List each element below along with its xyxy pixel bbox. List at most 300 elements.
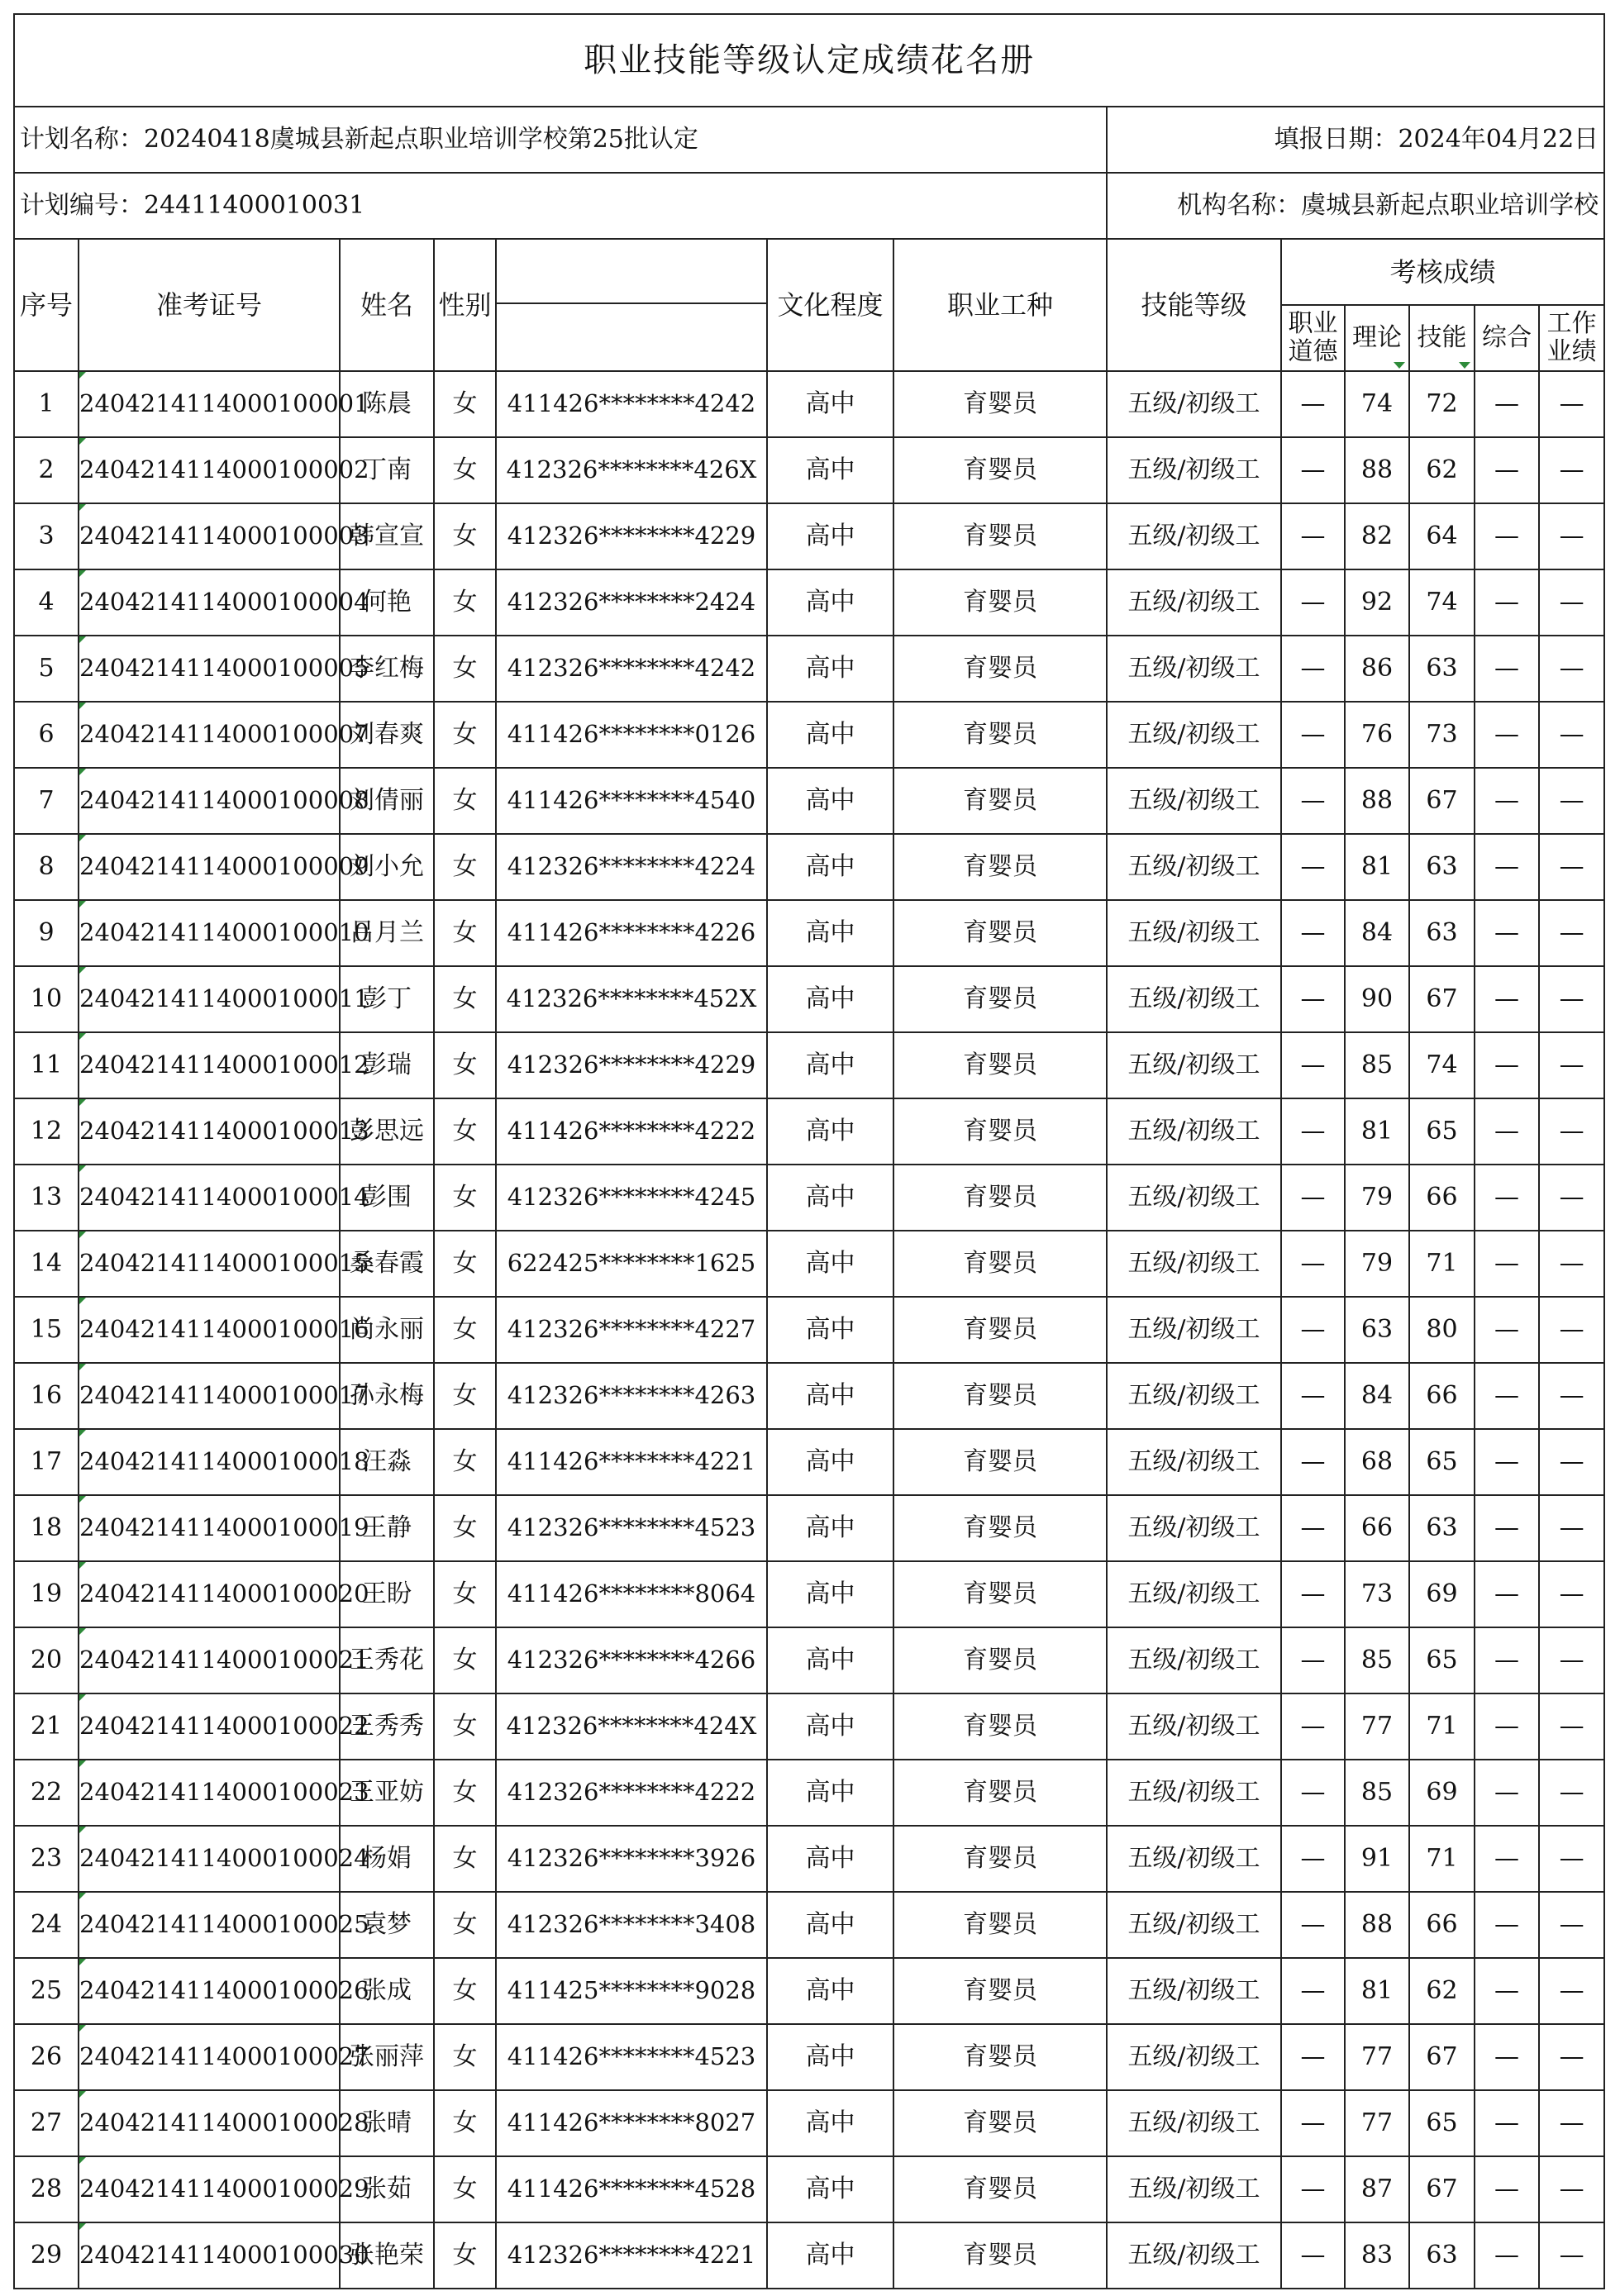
org-name: 机构名称：虞城县新起点职业培训学校 bbox=[1107, 173, 1604, 239]
cell-skill: 66 bbox=[1409, 1165, 1475, 1231]
cell-skill: 63 bbox=[1409, 2222, 1475, 2289]
cell-seq: 27 bbox=[14, 2090, 79, 2156]
cell-work: — bbox=[1539, 2090, 1604, 2156]
cell-comprehensive: — bbox=[1475, 702, 1539, 768]
table-row bbox=[14, 636, 1604, 702]
cell-theory: 79 bbox=[1345, 1165, 1409, 1231]
cell-theory: 84 bbox=[1345, 900, 1409, 966]
cell-comprehensive: — bbox=[1475, 1231, 1539, 1297]
table-row bbox=[14, 569, 1604, 636]
cell-comprehensive: — bbox=[1475, 1561, 1539, 1627]
cell-theory: 85 bbox=[1345, 1627, 1409, 1693]
table-row bbox=[14, 503, 1604, 569]
cell-occupation: 育婴员 bbox=[893, 834, 1107, 900]
cell-name: 吕月兰 bbox=[340, 900, 434, 966]
cell-level: 五级/初级工 bbox=[1107, 1760, 1281, 1826]
cell-education: 高中 bbox=[767, 2156, 893, 2222]
cell-theory: 79 bbox=[1345, 1231, 1409, 1297]
cell-skill: 63 bbox=[1409, 1495, 1475, 1561]
cell-theory: 92 bbox=[1345, 569, 1409, 636]
cell-seq: 4 bbox=[14, 569, 79, 636]
cell-level: 五级/初级工 bbox=[1107, 371, 1281, 437]
cell-skill: 62 bbox=[1409, 1958, 1475, 2024]
cell-ticket: 2404214114000100019 bbox=[79, 1495, 340, 1561]
cell-ticket: 2404214114000100008 bbox=[79, 768, 340, 834]
cell-ticket: 2404214114000100030 bbox=[79, 2222, 340, 2289]
cell-name: 王亚妨 bbox=[340, 1760, 434, 1826]
cell-id: 412326********4224 bbox=[496, 834, 767, 900]
cell-level: 五级/初级工 bbox=[1107, 2090, 1281, 2156]
cell-comprehensive: — bbox=[1475, 768, 1539, 834]
cell-work: — bbox=[1539, 2156, 1604, 2222]
cell-gender: 女 bbox=[434, 1495, 496, 1561]
cell-seq: 28 bbox=[14, 2156, 79, 2222]
cell-theory: 85 bbox=[1345, 1032, 1409, 1098]
cell-skill: 69 bbox=[1409, 1561, 1475, 1627]
cell-id: 411425********9028 bbox=[496, 1958, 767, 2024]
cell-level: 五级/初级工 bbox=[1107, 900, 1281, 966]
cell-comprehensive: — bbox=[1475, 966, 1539, 1032]
cell-gender: 女 bbox=[434, 702, 496, 768]
cell-seq: 14 bbox=[14, 1231, 79, 1297]
cell-level: 五级/初级工 bbox=[1107, 1165, 1281, 1231]
cell-seq: 21 bbox=[14, 1693, 79, 1760]
cell-comprehensive: — bbox=[1475, 569, 1539, 636]
cell-skill: 67 bbox=[1409, 768, 1475, 834]
cell-name: 王盼 bbox=[340, 1561, 434, 1627]
cell-theory: 68 bbox=[1345, 1429, 1409, 1495]
cell-level: 五级/初级工 bbox=[1107, 1826, 1281, 1892]
cell-id: 411426********4528 bbox=[496, 2156, 767, 2222]
cell-occupation: 育婴员 bbox=[893, 2090, 1107, 2156]
cell-ticket: 2404214114000100005 bbox=[79, 636, 340, 702]
cell-id: 411426********4242 bbox=[496, 371, 767, 437]
table-row bbox=[14, 1165, 1604, 1231]
cell-education: 高中 bbox=[767, 1693, 893, 1760]
cell-education: 高中 bbox=[767, 900, 893, 966]
cell-ethics: — bbox=[1281, 1892, 1345, 1958]
cell-skill: 66 bbox=[1409, 1892, 1475, 1958]
cell-theory: 86 bbox=[1345, 636, 1409, 702]
cell-education: 高中 bbox=[767, 1826, 893, 1892]
cell-level: 五级/初级工 bbox=[1107, 768, 1281, 834]
cell-id: 411426********4226 bbox=[496, 900, 767, 966]
cell-gender: 女 bbox=[434, 1561, 496, 1627]
cell-seq: 24 bbox=[14, 1892, 79, 1958]
cell-ethics: — bbox=[1281, 437, 1345, 503]
cell-education: 高中 bbox=[767, 1892, 893, 1958]
cell-occupation: 育婴员 bbox=[893, 371, 1107, 437]
cell-theory: 88 bbox=[1345, 437, 1409, 503]
cell-gender: 女 bbox=[434, 569, 496, 636]
header-ticket: 准考证号 bbox=[79, 239, 340, 371]
cell-gender: 女 bbox=[434, 1627, 496, 1693]
cell-comprehensive: — bbox=[1475, 834, 1539, 900]
cell-id: 412326********4229 bbox=[496, 1032, 767, 1098]
cell-ticket: 2404214114000100022 bbox=[79, 1693, 340, 1760]
cell-gender: 女 bbox=[434, 1760, 496, 1826]
header-level: 技能等级 bbox=[1107, 239, 1281, 371]
cell-work: — bbox=[1539, 2222, 1604, 2289]
cell-id: 412326********3926 bbox=[496, 1826, 767, 1892]
cell-skill: 74 bbox=[1409, 1032, 1475, 1098]
cell-level: 五级/初级工 bbox=[1107, 2222, 1281, 2289]
cell-ethics: — bbox=[1281, 1693, 1345, 1760]
cell-id: 411426********0126 bbox=[496, 702, 767, 768]
cell-work: — bbox=[1539, 966, 1604, 1032]
cell-skill: 73 bbox=[1409, 702, 1475, 768]
cell-id: 412326********2424 bbox=[496, 569, 767, 636]
cell-gender: 女 bbox=[434, 437, 496, 503]
cell-education: 高中 bbox=[767, 1297, 893, 1363]
cell-comprehensive: — bbox=[1475, 1297, 1539, 1363]
header-skill[interactable] bbox=[1409, 305, 1475, 371]
table-row bbox=[14, 966, 1604, 1032]
cell-name: 尚永丽 bbox=[340, 1297, 434, 1363]
cell-skill: 74 bbox=[1409, 569, 1475, 636]
roster-table bbox=[13, 13, 1605, 2289]
cell-education: 高中 bbox=[767, 569, 893, 636]
cell-level: 五级/初级工 bbox=[1107, 702, 1281, 768]
cell-gender: 女 bbox=[434, 371, 496, 437]
cell-id: 412326********426X bbox=[496, 437, 767, 503]
cell-theory: 85 bbox=[1345, 1760, 1409, 1826]
header-comprehensive: 综合 bbox=[1475, 305, 1539, 371]
cell-gender: 女 bbox=[434, 1892, 496, 1958]
cell-seq: 3 bbox=[14, 503, 79, 569]
cell-comprehensive: — bbox=[1475, 2156, 1539, 2222]
cell-occupation: 育婴员 bbox=[893, 1693, 1107, 1760]
cell-theory: 91 bbox=[1345, 1826, 1409, 1892]
cell-work: — bbox=[1539, 1098, 1604, 1165]
cell-comprehensive: — bbox=[1475, 900, 1539, 966]
cell-comprehensive: — bbox=[1475, 1429, 1539, 1495]
cell-seq: 16 bbox=[14, 1363, 79, 1429]
cell-occupation: 育婴员 bbox=[893, 1032, 1107, 1098]
cell-work: — bbox=[1539, 371, 1604, 437]
table-row bbox=[14, 2090, 1604, 2156]
cell-ticket: 2404214114000100018 bbox=[79, 1429, 340, 1495]
cell-ticket: 2404214114000100011 bbox=[79, 966, 340, 1032]
cell-skill: 65 bbox=[1409, 1098, 1475, 1165]
cell-work: — bbox=[1539, 900, 1604, 966]
cell-education: 高中 bbox=[767, 1561, 893, 1627]
cell-ethics: — bbox=[1281, 503, 1345, 569]
cell-ticket: 2404214114000100013 bbox=[79, 1098, 340, 1165]
cell-ethics: — bbox=[1281, 1032, 1345, 1098]
roster-rows bbox=[14, 371, 1604, 2289]
cell-work: — bbox=[1539, 636, 1604, 702]
cell-occupation: 育婴员 bbox=[893, 1231, 1107, 1297]
cell-occupation: 育婴员 bbox=[893, 1892, 1107, 1958]
cell-id: 411426********8064 bbox=[496, 1561, 767, 1627]
cell-education: 高中 bbox=[767, 371, 893, 437]
cell-level: 五级/初级工 bbox=[1107, 1363, 1281, 1429]
cell-ticket: 2404214114000100007 bbox=[79, 702, 340, 768]
cell-skill: 62 bbox=[1409, 437, 1475, 503]
cell-ethics: — bbox=[1281, 834, 1345, 900]
cell-education: 高中 bbox=[767, 1098, 893, 1165]
cell-theory: 90 bbox=[1345, 966, 1409, 1032]
cell-level: 五级/初级工 bbox=[1107, 1693, 1281, 1760]
table-row bbox=[14, 437, 1604, 503]
cell-skill: 67 bbox=[1409, 2156, 1475, 2222]
cell-work: — bbox=[1539, 1693, 1604, 1760]
cell-occupation: 育婴员 bbox=[893, 768, 1107, 834]
cell-name: 彭丁 bbox=[340, 966, 434, 1032]
cell-name: 张丽萍 bbox=[340, 2024, 434, 2090]
header-name: 姓名 bbox=[340, 239, 434, 371]
cell-id: 412326********4242 bbox=[496, 636, 767, 702]
cell-work: — bbox=[1539, 1561, 1604, 1627]
cell-occupation: 育婴员 bbox=[893, 1165, 1107, 1231]
table-row bbox=[14, 1429, 1604, 1495]
header-skill-label: 技能 bbox=[1417, 322, 1467, 352]
cell-occupation: 育婴员 bbox=[893, 2156, 1107, 2222]
cell-seq: 23 bbox=[14, 1826, 79, 1892]
cell-work: — bbox=[1539, 569, 1604, 636]
cell-id: 412326********4263 bbox=[496, 1363, 767, 1429]
cell-education: 高中 bbox=[767, 1231, 893, 1297]
header-seq: 序号 bbox=[14, 239, 79, 371]
cell-gender: 女 bbox=[434, 1693, 496, 1760]
cell-level: 五级/初级工 bbox=[1107, 437, 1281, 503]
cell-theory: 66 bbox=[1345, 1495, 1409, 1561]
cell-comprehensive: — bbox=[1475, 2222, 1539, 2289]
cell-ethics: — bbox=[1281, 1495, 1345, 1561]
cell-comprehensive: — bbox=[1475, 1165, 1539, 1231]
cell-gender: 女 bbox=[434, 1958, 496, 2024]
cell-ethics: — bbox=[1281, 1363, 1345, 1429]
cell-seq: 22 bbox=[14, 1760, 79, 1826]
table-row bbox=[14, 1231, 1604, 1297]
page-title: 职业技能等级认定成绩花名册 bbox=[14, 14, 1604, 107]
cell-work: — bbox=[1539, 1826, 1604, 1892]
cell-comprehensive: — bbox=[1475, 1958, 1539, 2024]
table-row bbox=[14, 2222, 1604, 2289]
cell-skill: 69 bbox=[1409, 1760, 1475, 1826]
cell-comprehensive: — bbox=[1475, 1098, 1539, 1165]
cell-name: 王静 bbox=[340, 1495, 434, 1561]
cell-skill: 71 bbox=[1409, 1693, 1475, 1760]
cell-theory: 77 bbox=[1345, 1693, 1409, 1760]
cell-theory: 88 bbox=[1345, 768, 1409, 834]
cell-ticket: 2404214114000100003 bbox=[79, 503, 340, 569]
cell-comprehensive: — bbox=[1475, 636, 1539, 702]
cell-education: 高中 bbox=[767, 834, 893, 900]
cell-education: 高中 bbox=[767, 2222, 893, 2289]
cell-ethics: — bbox=[1281, 1958, 1345, 2024]
cell-seq: 10 bbox=[14, 966, 79, 1032]
cell-skill: 72 bbox=[1409, 371, 1475, 437]
cell-name: 袁梦 bbox=[340, 1892, 434, 1958]
cell-theory: 77 bbox=[1345, 2090, 1409, 2156]
cell-ethics: — bbox=[1281, 966, 1345, 1032]
cell-gender: 女 bbox=[434, 2090, 496, 2156]
table-row bbox=[14, 1892, 1604, 1958]
cell-name: 张成 bbox=[340, 1958, 434, 2024]
cell-ethics: — bbox=[1281, 1627, 1345, 1693]
cell-theory: 74 bbox=[1345, 371, 1409, 437]
cell-level: 五级/初级工 bbox=[1107, 1958, 1281, 2024]
cell-comprehensive: — bbox=[1475, 1826, 1539, 1892]
cell-name: 汪淼 bbox=[340, 1429, 434, 1495]
cell-work: — bbox=[1539, 1363, 1604, 1429]
cell-level: 五级/初级工 bbox=[1107, 834, 1281, 900]
cell-seq: 6 bbox=[14, 702, 79, 768]
cell-theory: 88 bbox=[1345, 1892, 1409, 1958]
cell-id: 411426********4222 bbox=[496, 1098, 767, 1165]
filter-dropdown-icon[interactable] bbox=[1394, 362, 1405, 369]
cell-ticket: 2404214114000100023 bbox=[79, 1760, 340, 1826]
cell-occupation: 育婴员 bbox=[893, 2222, 1107, 2289]
cell-work: — bbox=[1539, 1429, 1604, 1495]
cell-occupation: 育婴员 bbox=[893, 1297, 1107, 1363]
cell-education: 高中 bbox=[767, 1760, 893, 1826]
cell-ticket: 2404214114000100021 bbox=[79, 1627, 340, 1693]
cell-skill: 80 bbox=[1409, 1297, 1475, 1363]
cell-skill: 67 bbox=[1409, 966, 1475, 1032]
cell-theory: 82 bbox=[1345, 503, 1409, 569]
cell-theory: 84 bbox=[1345, 1363, 1409, 1429]
cell-ticket: 2404214114000100024 bbox=[79, 1826, 340, 1892]
cell-skill: 67 bbox=[1409, 2024, 1475, 2090]
cell-level: 五级/初级工 bbox=[1107, 1627, 1281, 1693]
cell-level: 五级/初级工 bbox=[1107, 966, 1281, 1032]
cell-ethics: — bbox=[1281, 2222, 1345, 2289]
header-work: 工作业绩 bbox=[1539, 305, 1604, 371]
cell-occupation: 育婴员 bbox=[893, 1363, 1107, 1429]
cell-id: 412326********4222 bbox=[496, 1760, 767, 1826]
cell-ethics: — bbox=[1281, 702, 1345, 768]
table-row bbox=[14, 1958, 1604, 2024]
cell-gender: 女 bbox=[434, 1165, 496, 1231]
cell-gender: 女 bbox=[434, 2156, 496, 2222]
cell-education: 高中 bbox=[767, 1429, 893, 1495]
cell-occupation: 育婴员 bbox=[893, 1429, 1107, 1495]
table-row bbox=[14, 1363, 1604, 1429]
cell-name: 韩宣宣 bbox=[340, 503, 434, 569]
table-row bbox=[14, 900, 1604, 966]
cell-gender: 女 bbox=[434, 900, 496, 966]
cell-gender: 女 bbox=[434, 1826, 496, 1892]
cell-ethics: — bbox=[1281, 371, 1345, 437]
cell-theory: 73 bbox=[1345, 1561, 1409, 1627]
cell-id: 411426********8027 bbox=[496, 2090, 767, 2156]
cell-ethics: — bbox=[1281, 2024, 1345, 2090]
cell-ticket: 2404214114000100014 bbox=[79, 1165, 340, 1231]
cell-seq: 15 bbox=[14, 1297, 79, 1363]
header-theory-label: 理论 bbox=[1352, 322, 1402, 352]
cell-work: — bbox=[1539, 1892, 1604, 1958]
cell-seq: 2 bbox=[14, 437, 79, 503]
cell-education: 高中 bbox=[767, 1495, 893, 1561]
cell-work: — bbox=[1539, 702, 1604, 768]
cell-ticket: 2404214114000100020 bbox=[79, 1561, 340, 1627]
filter-dropdown-icon[interactable] bbox=[1459, 362, 1470, 369]
cell-theory: 81 bbox=[1345, 834, 1409, 900]
cell-name: 刘春爽 bbox=[340, 702, 434, 768]
cell-work: — bbox=[1539, 1165, 1604, 1231]
cell-ethics: — bbox=[1281, 2090, 1345, 2156]
cell-ethics: — bbox=[1281, 2156, 1345, 2222]
cell-occupation: 育婴员 bbox=[893, 1627, 1107, 1693]
cell-level: 五级/初级工 bbox=[1107, 636, 1281, 702]
cell-occupation: 育婴员 bbox=[893, 1561, 1107, 1627]
table-row bbox=[14, 1561, 1604, 1627]
cell-education: 高中 bbox=[767, 503, 893, 569]
cell-seq: 29 bbox=[14, 2222, 79, 2289]
cell-gender: 女 bbox=[434, 1098, 496, 1165]
cell-id: 412326********424X bbox=[496, 1693, 767, 1760]
cell-id: 411426********4523 bbox=[496, 2024, 767, 2090]
roster-sheet bbox=[13, 13, 1603, 2289]
cell-comprehensive: — bbox=[1475, 437, 1539, 503]
cell-occupation: 育婴员 bbox=[893, 569, 1107, 636]
cell-ethics: — bbox=[1281, 900, 1345, 966]
table-row bbox=[14, 768, 1604, 834]
cell-skill: 71 bbox=[1409, 1826, 1475, 1892]
cell-id: 622425********1625 bbox=[496, 1231, 767, 1297]
cell-comprehensive: — bbox=[1475, 1032, 1539, 1098]
cell-ticket: 2404214114000100012 bbox=[79, 1032, 340, 1098]
header-theory[interactable] bbox=[1345, 305, 1409, 371]
cell-id: 412326********4227 bbox=[496, 1297, 767, 1363]
cell-id: 412326********4266 bbox=[496, 1627, 767, 1693]
cell-ticket: 2404214114000100004 bbox=[79, 569, 340, 636]
cell-gender: 女 bbox=[434, 2222, 496, 2289]
cell-seq: 18 bbox=[14, 1495, 79, 1561]
cell-seq: 13 bbox=[14, 1165, 79, 1231]
table-row bbox=[14, 1693, 1604, 1760]
cell-seq: 7 bbox=[14, 768, 79, 834]
cell-name: 张茹 bbox=[340, 2156, 434, 2222]
cell-skill: 65 bbox=[1409, 2090, 1475, 2156]
cell-skill: 65 bbox=[1409, 1627, 1475, 1693]
cell-ethics: — bbox=[1281, 1826, 1345, 1892]
cell-comprehensive: — bbox=[1475, 1760, 1539, 1826]
cell-level: 五级/初级工 bbox=[1107, 2156, 1281, 2222]
cell-work: — bbox=[1539, 1297, 1604, 1363]
header-education: 文化程度 bbox=[767, 239, 893, 371]
cell-occupation: 育婴员 bbox=[893, 966, 1107, 1032]
cell-level: 五级/初级工 bbox=[1107, 1495, 1281, 1561]
cell-ethics: — bbox=[1281, 768, 1345, 834]
table-row bbox=[14, 2024, 1604, 2090]
cell-ticket: 2404214114000100015 bbox=[79, 1231, 340, 1297]
cell-education: 高中 bbox=[767, 1958, 893, 2024]
cell-work: — bbox=[1539, 834, 1604, 900]
cell-education: 高中 bbox=[767, 636, 893, 702]
cell-occupation: 育婴员 bbox=[893, 636, 1107, 702]
cell-ethics: — bbox=[1281, 1165, 1345, 1231]
table-row bbox=[14, 1032, 1604, 1098]
cell-comprehensive: — bbox=[1475, 503, 1539, 569]
table-row bbox=[14, 1760, 1604, 1826]
cell-skill: 63 bbox=[1409, 834, 1475, 900]
cell-level: 五级/初级工 bbox=[1107, 1429, 1281, 1495]
cell-gender: 女 bbox=[434, 1297, 496, 1363]
cell-education: 高中 bbox=[767, 768, 893, 834]
cell-level: 五级/初级工 bbox=[1107, 1231, 1281, 1297]
cell-ticket: 2404214114000100017 bbox=[79, 1363, 340, 1429]
header-gender: 性别 bbox=[434, 239, 496, 371]
cell-occupation: 育婴员 bbox=[893, 1958, 1107, 2024]
cell-education: 高中 bbox=[767, 2090, 893, 2156]
cell-comprehensive: — bbox=[1475, 1495, 1539, 1561]
cell-theory: 83 bbox=[1345, 2222, 1409, 2289]
cell-work: — bbox=[1539, 1231, 1604, 1297]
